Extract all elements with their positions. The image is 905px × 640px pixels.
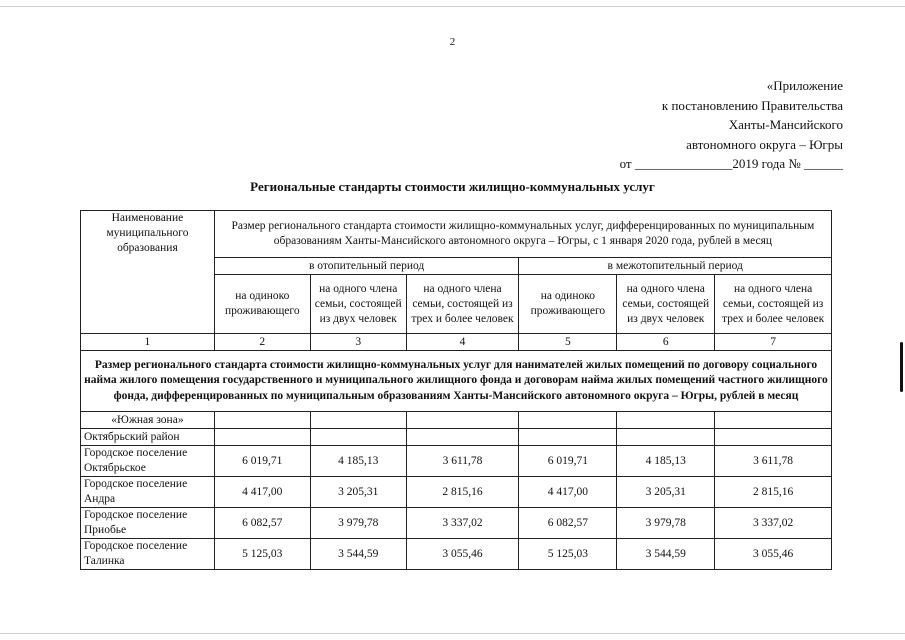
section-title: Размер регионального стандарта стоимости жилищно-коммунальных услуг для нанимателей жилых помещений по договору социального найма жилого помещения государственного и муниципального жилищного фонда и договорам найма жилых помещений частного жилищного фонда, дифференцированных по муниципальным образованиям Ханты-Мансийского автономного округа – Югры, рублей в месяц (81, 351, 832, 412)
table-header-row (81, 211, 832, 258)
value-cell: 6 082,57 (519, 508, 617, 539)
municipality-name: Городское поселение Октябрьское (81, 446, 215, 477)
attachment-line: к постановлению Правительства (661, 97, 843, 113)
municipality-name: Городское поселение Талинка (81, 539, 215, 570)
municipality-name: Городское поселение Приобье (81, 508, 215, 539)
value-cell: 3 055,46 (715, 539, 832, 570)
value-cell: 3 979,78 (617, 508, 715, 539)
column-number: 6 (617, 334, 715, 351)
value-cell: 3 055,46 (406, 539, 519, 570)
zone-label: «Южная зона» (81, 412, 215, 429)
table-row (81, 508, 832, 539)
header-col: на одиноко проживающего (519, 275, 617, 334)
attachment-line: «Приложение (766, 78, 843, 93)
value-cell: 4 185,13 (617, 446, 715, 477)
value-cell: 3 611,78 (715, 446, 832, 477)
header-heating-period: в отопительный период (214, 258, 519, 275)
value-cell: 4 185,13 (310, 446, 406, 477)
attachment-line: автономного округа – Югры (686, 136, 843, 152)
value-cell: 6 082,57 (214, 508, 310, 539)
column-number-row (81, 334, 832, 351)
value-cell: 2 815,16 (406, 477, 519, 508)
municipality-name: Городское поселение Андра (81, 477, 215, 508)
column-number: 2 (214, 334, 310, 351)
header-size: Размер регионального стандарта стоимости жилищно-коммунальных услуг, дифференцированных по муниципальным образованиям Ханты-Мансийского автономного округа – Югры, с 1 января 2020 года, рублей в месяц (214, 211, 831, 258)
header-col: на одного члена семьи, состоящей из двух человек (617, 275, 715, 334)
attachment-block (620, 76, 843, 174)
section-title-row (81, 351, 832, 412)
value-cell: 4 417,00 (214, 477, 310, 508)
header-col: на одного члена семьи, состоящей из двух человек (310, 275, 406, 334)
column-number: 5 (519, 334, 617, 351)
value-cell: 3 337,02 (715, 508, 832, 539)
header-col: на одного члена семьи, состоящей из трех и более человек (715, 275, 832, 334)
scan-edge-top (0, 6, 905, 7)
column-number: 4 (406, 334, 519, 351)
header-interheating-period: в межотопительный период (519, 258, 832, 275)
value-cell: 3 979,78 (310, 508, 406, 539)
district-row (81, 429, 832, 446)
value-cell: 4 417,00 (519, 477, 617, 508)
column-number: 1 (81, 334, 215, 351)
attachment-line: от _______________2019 года № ______ (619, 156, 843, 171)
value-cell: 3 205,31 (310, 477, 406, 508)
page-number: 2 (449, 36, 456, 48)
column-number: 3 (310, 334, 406, 351)
standards-table (80, 210, 832, 570)
column-number: 7 (715, 334, 832, 351)
value-cell: 3 337,02 (406, 508, 519, 539)
value-cell: 3 544,59 (310, 539, 406, 570)
scan-edge-mark (900, 342, 903, 392)
table-row (81, 446, 832, 477)
scan-edge-bottom (0, 633, 905, 634)
header-col: на одиноко проживающего (214, 275, 310, 334)
value-cell: 6 019,71 (519, 446, 617, 477)
value-cell: 5 125,03 (214, 539, 310, 570)
header-municipality: Наименование муниципального образования (81, 211, 215, 334)
value-cell: 3 205,31 (617, 477, 715, 508)
attachment-line: Ханты-Мансийского (728, 117, 843, 132)
district-label: Октябрьский район (81, 429, 215, 446)
document-title: Региональные стандарты стоимости жилищно-коммунальных услуг (250, 179, 655, 194)
value-cell: 5 125,03 (519, 539, 617, 570)
value-cell: 6 019,71 (214, 446, 310, 477)
zone-row (81, 412, 832, 429)
table-row (81, 477, 832, 508)
value-cell: 3 611,78 (406, 446, 519, 477)
table-row (81, 539, 832, 570)
header-col: на одного члена семьи, состоящей из трех и более человек (406, 275, 519, 334)
value-cell: 2 815,16 (715, 477, 832, 508)
value-cell: 3 544,59 (617, 539, 715, 570)
